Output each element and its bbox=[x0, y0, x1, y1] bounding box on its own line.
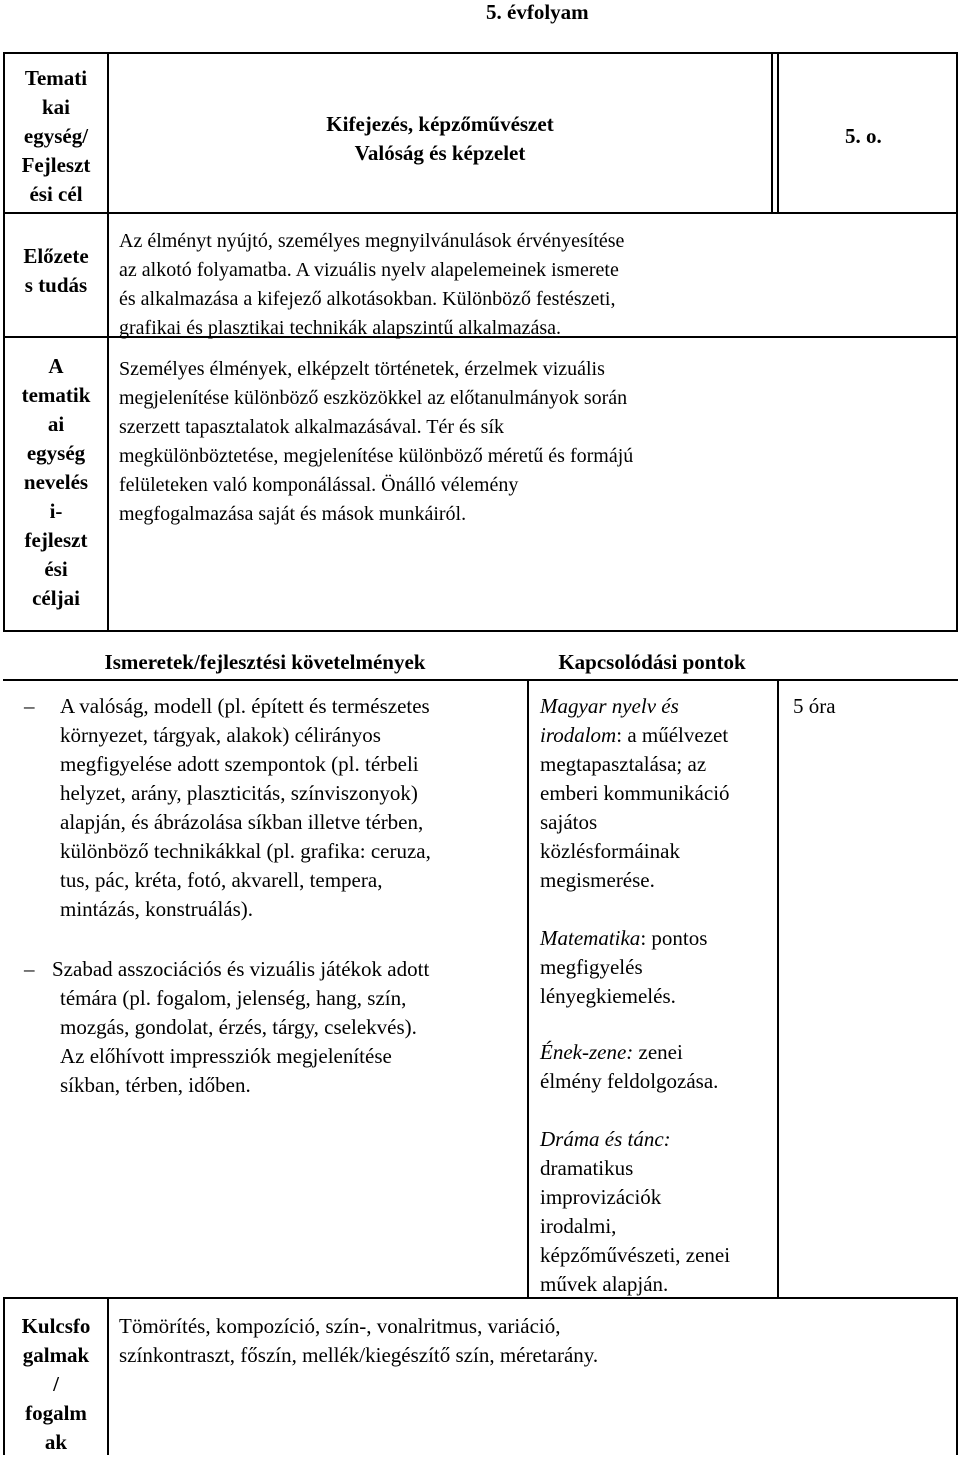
text-line: színkontraszt, főszín, mellék/kiegészítő szín, méretarány. bbox=[119, 1343, 599, 1367]
header-requirements: Ismeretek/fejlesztési követelmények bbox=[104, 650, 426, 674]
bullet-line: alapján, és ábrázolása síkban illetve térben, bbox=[60, 810, 424, 834]
bullet-line: témára (pl. fogalom, jelenség, hang, szín, bbox=[60, 986, 407, 1010]
label-celjai bbox=[5, 352, 107, 613]
table-border-mid2 bbox=[777, 52, 779, 214]
text-line: megkülönböztetése, megjelenítése különböző méretű és formájú bbox=[119, 445, 634, 467]
label-line: fogalm bbox=[25, 1401, 87, 1425]
goals-text bbox=[119, 355, 779, 529]
connection-text: lényegkiemelés. bbox=[540, 984, 676, 1008]
page-header-grade: 5. évfolyam bbox=[486, 0, 589, 24]
label-line: ai bbox=[47, 412, 65, 436]
text-line: megfogalmazása saját és mások munkáiról. bbox=[119, 503, 467, 525]
bullet-line: Az előhívott impressziók megjelenítése bbox=[60, 1044, 392, 1068]
connection-drama bbox=[540, 1125, 776, 1299]
text-line: felületeken való komponálással. Önálló vélemény bbox=[119, 474, 519, 496]
label-line: Kulcsfo bbox=[21, 1314, 91, 1338]
label-line: A bbox=[48, 354, 64, 378]
connection-text: megismerése. bbox=[540, 868, 655, 892]
connection-text: képzőművészeti, zenei bbox=[540, 1243, 731, 1267]
bottom-border-right bbox=[956, 1297, 958, 1455]
connection-text: : a műélvezet bbox=[616, 723, 729, 747]
label-line: egység bbox=[26, 441, 86, 465]
connection-text: művek alapján. bbox=[540, 1272, 669, 1296]
label-line: fejleszt bbox=[24, 528, 88, 552]
connection-enek-zene bbox=[540, 1038, 776, 1096]
connection-matematika bbox=[540, 924, 776, 1011]
label-line: s tudás bbox=[24, 273, 88, 297]
bottom-border-label bbox=[107, 1297, 109, 1455]
keywords-text bbox=[119, 1312, 899, 1370]
label-line: céljai bbox=[32, 586, 80, 610]
bullet-line: megfigyelése adott szempontok (pl. térbeli bbox=[60, 752, 419, 776]
hours-value: 5 óra bbox=[793, 694, 836, 718]
text-line: Tömörítés, kompozíció, szín-, vonalritmus, variáció, bbox=[119, 1314, 561, 1338]
subject-name: Ének-zene: bbox=[540, 1040, 634, 1064]
subject-name: Matematika bbox=[540, 926, 641, 950]
unit-title bbox=[109, 110, 771, 168]
label-line: ak bbox=[44, 1430, 68, 1454]
header-connections: Kapcsolódási pontok bbox=[558, 650, 746, 674]
text-line: Személyes élmények, elképzelt történetek, érzelmek vizuális bbox=[119, 358, 605, 380]
dash-icon: – bbox=[24, 694, 35, 718]
prior-knowledge-text bbox=[119, 227, 769, 343]
bottom-border-col2 bbox=[777, 679, 779, 1299]
label-tematikai-egyseg bbox=[5, 64, 107, 209]
connection-text: sajátos bbox=[540, 810, 598, 834]
bottom-table-header-border bbox=[3, 679, 958, 681]
connection-text: irodalmi, bbox=[540, 1214, 617, 1238]
table-border-right bbox=[956, 52, 958, 632]
bullet-line: környezet, tárgyak, alakok) célirányos bbox=[60, 723, 381, 747]
text-line: grafikai és plasztikai technikák alapszintű alkalmazása. bbox=[119, 317, 562, 339]
label-line: i- bbox=[49, 499, 63, 523]
label-line: kai bbox=[41, 95, 70, 119]
bullet-line: Szabad asszociációs és vizuális játékok adott bbox=[52, 957, 430, 981]
label-kulcsfogalmak bbox=[5, 1312, 107, 1457]
bullet-line: mozgás, gondolat, érzés, tárgy, cselekvés). bbox=[60, 1015, 417, 1039]
requirement-bullet-1 bbox=[24, 692, 524, 924]
label-line: ési bbox=[44, 557, 68, 581]
text-line: Az élményt nyújtó, személyes megnyilvánulások érvényesítése bbox=[119, 230, 625, 252]
text-line: az alkotó folyamatba. A vizuális nyelv alapelemeinek ismerete bbox=[119, 259, 619, 281]
connection-text: megtapasztalása; az bbox=[540, 752, 707, 776]
bottom-border-col1 bbox=[527, 679, 529, 1299]
label-line: nevelés bbox=[23, 470, 89, 494]
table-border-row1 bbox=[3, 212, 958, 214]
label-line: ési cél bbox=[29, 182, 83, 206]
connection-text: zenei bbox=[633, 1040, 683, 1064]
label-line: Előzete bbox=[23, 244, 89, 268]
label-elozetes-tudas bbox=[5, 242, 107, 300]
label-line: Fejleszt bbox=[21, 153, 91, 177]
connection-magyar bbox=[540, 692, 776, 895]
connection-text: improvizációk bbox=[540, 1185, 662, 1209]
connection-text: megfigyelés bbox=[540, 955, 643, 979]
title-line: Kifejezés, képzőművészet bbox=[326, 112, 554, 136]
label-line: egység/ bbox=[23, 124, 89, 148]
label-line: / bbox=[53, 1372, 59, 1396]
subject-name: Magyar nyelv és bbox=[540, 694, 679, 718]
table-border-bottom bbox=[3, 630, 958, 632]
bullet-line: helyzet, arány, plaszticitás, színviszonyok) bbox=[60, 781, 418, 805]
connection-text: dramatikus bbox=[540, 1156, 634, 1180]
dash-icon: – bbox=[24, 957, 35, 981]
label-line: galmak bbox=[22, 1343, 90, 1367]
label-line: Temati bbox=[24, 66, 88, 90]
grade-short: 5. o. bbox=[845, 124, 882, 148]
connection-text: élmény feldolgozása. bbox=[540, 1069, 719, 1093]
bullet-line: tus, pác, kréta, fotó, akvarell, tempera, bbox=[60, 868, 383, 892]
bullet-line: különböző technikákkal (pl. grafika: ceruza, bbox=[60, 839, 431, 863]
label-line: tematik bbox=[21, 383, 91, 407]
table-border-top bbox=[3, 52, 958, 54]
bullet-line: A valóság, modell (pl. épített és természetes bbox=[60, 694, 430, 718]
connection-text: emberi kommunikáció bbox=[540, 781, 730, 805]
text-line: és alkalmazása a kifejező alkotásokban. Különböző festészeti, bbox=[119, 288, 616, 310]
text-line: megjelenítése különböző eszközökkel az előtanulmányok során bbox=[119, 387, 628, 409]
bullet-line: mintázás, konstruálás). bbox=[60, 897, 254, 921]
bullet-line: síkban, térben, időben. bbox=[60, 1073, 251, 1097]
text-line: szerzett tapasztalatok alkalmazásával. Tér és sík bbox=[119, 416, 504, 438]
connection-text: közlésformáinak bbox=[540, 839, 680, 863]
title-line: Valóság és képzelet bbox=[354, 141, 526, 165]
table-border-mid1 bbox=[771, 52, 773, 214]
bottom-table-keywords-border bbox=[3, 1297, 958, 1299]
subject-name: irodalom bbox=[540, 723, 617, 747]
connection-text: : pontos bbox=[640, 926, 708, 950]
subject-name: Dráma és tánc: bbox=[540, 1127, 671, 1151]
requirement-bullet-2 bbox=[24, 955, 524, 1100]
